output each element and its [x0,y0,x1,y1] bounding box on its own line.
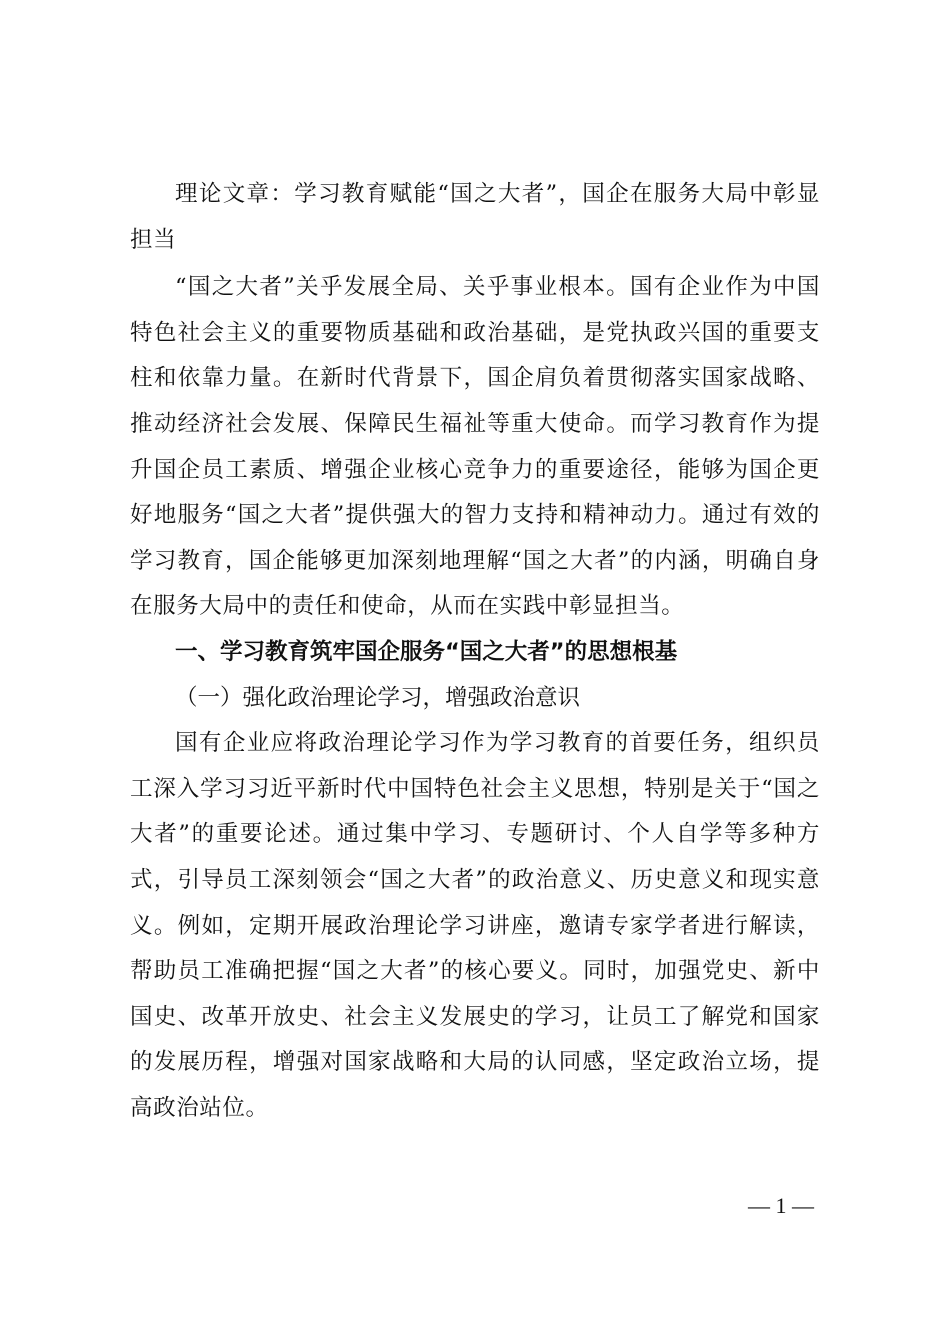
subsection-heading: （一）强化政治理论学习，增强政治意识 [175,684,581,711]
section-heading: 一、学习教育筑牢国企服务“国之大者”的思想根基 [175,638,678,665]
document-title: 理论文章：学习教育赋能“国之大者”，国企在服务大局中彰显担当 [130,181,820,253]
body-paragraph: 国有企业应将政治理论学习作为学习教育的首要任务，组织员工深入学习习近平新时代中国特色社会主义思想，特别是关于“国之大者”的重要论述。通过集中学习、专题研讨、个人自学等多种方式，引导员工深刻领会“国之大者”的政治意义、历史意义和现实意义。例如，定期开展政治理论学习讲座，邀请专家学者进行解读，帮助员工准确把握“国之大者”的核心要义。同时，加强党史、新中国史、改革开放史、社会主义发展史的学习，让员工了解党和国家的发展历程，增强对国家战略和大局的认同感，坚定政治立场，提高政治站位。 [130,730,820,1121]
document-body [130,172,820,1131]
page-number: — 1 — [748,1193,814,1218]
intro-paragraph: “国之大者”关乎发展全局、关乎事业根本。国有企业作为中国特色社会主义的重要物质基础和政治基础，是党执政兴国的重要支柱和依靠力量。在新时代背景下，国企肩负着贯彻落实国家战略、推动经济社会发展、保障民生福祉等重大使命。而学习教育作为提升国企员工素质、增强企业核心竞争力的重要途径，能够为国企更好地服务“国之大者”提供强大的智力支持和精神动力。通过有效的学习教育，国企能够更加深刻地理解“国之大者”的内涵，明确自身在服务大局中的责任和使命，从而在实践中彰显担当。 [130,274,820,620]
